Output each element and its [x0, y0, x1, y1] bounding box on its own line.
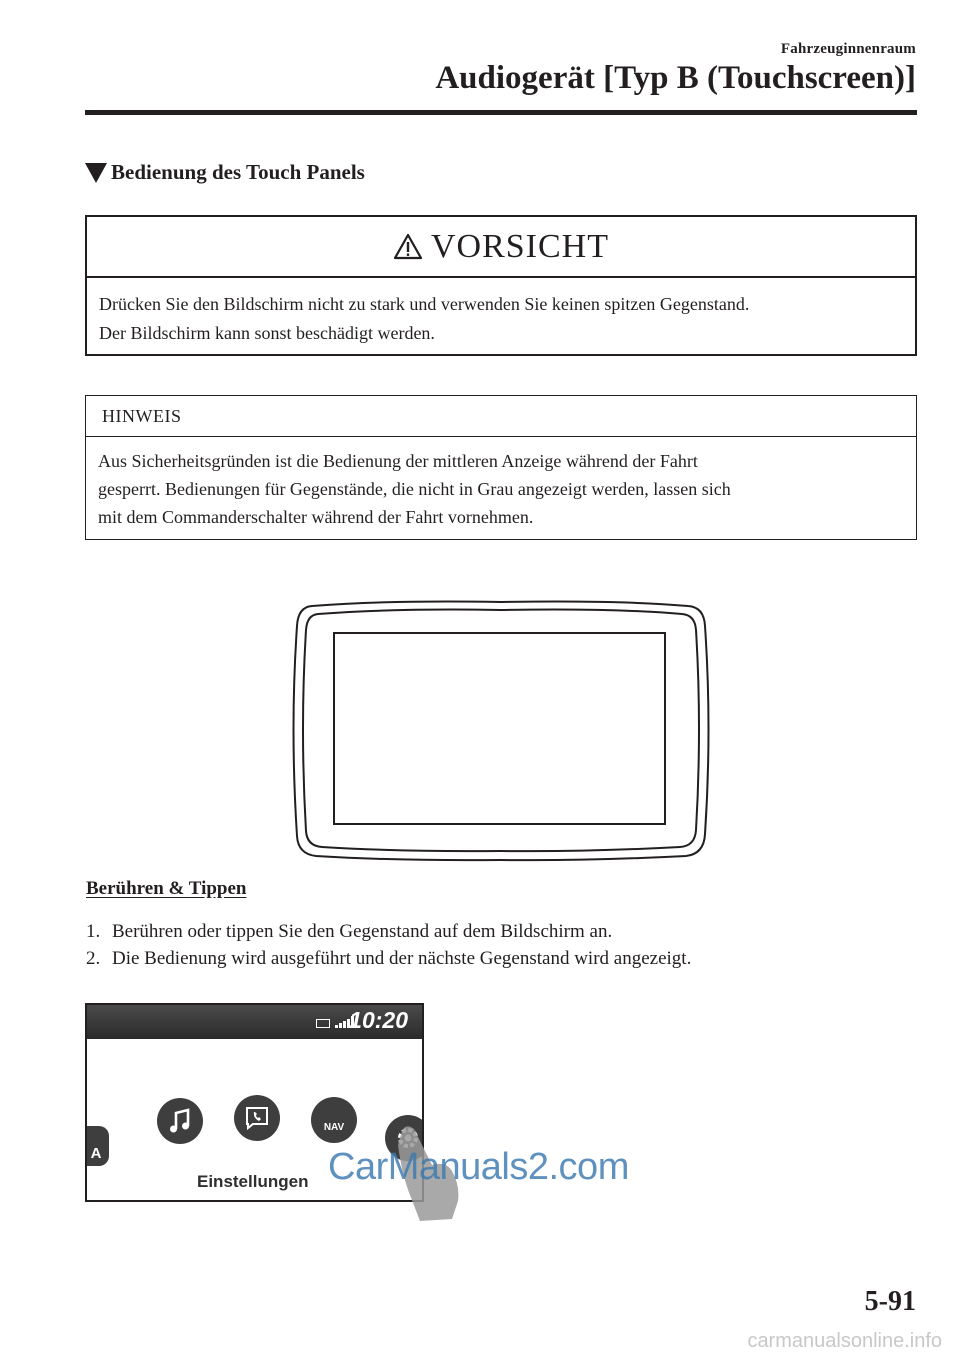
note-body: [86, 437, 916, 531]
list-item: 1. Berühren oder tippen Sie den Gegenstand auf dem Bildschirm an.: [86, 921, 613, 942]
touch-subheading: Berühren & Tippen: [86, 878, 247, 899]
caution-header: [87, 217, 915, 278]
caution-line: Drücken Sie den Bildschirm nicht zu stark und verwenden Sie keinen spitzen Gegenstand.: [99, 294, 750, 314]
display-outline-illustration: [288, 598, 714, 864]
note-line: mit dem Commanderschalter während der Fahrt vornehmen.: [98, 507, 534, 527]
note-box: [85, 395, 917, 540]
caution-line: Der Bildschirm kann sonst beschädigt werden.: [99, 323, 435, 343]
note-line: gesperrt. Bedienungen für Gegenstände, die nicht in Grau angezeigt werden, lassen sich: [98, 479, 731, 499]
section-title-text: Bedienung des Touch Panels: [111, 160, 365, 184]
page-number: 5-91: [864, 1286, 916, 1317]
warning-icon: [393, 233, 423, 260]
caution-body: [87, 278, 915, 348]
clock: 10:20: [349, 1007, 408, 1033]
caution-heading: VORSICHT: [430, 227, 610, 265]
chapter-label: Fahrzeuginnenraum: [780, 41, 916, 57]
page-title: Audiogerät [Typ B (Touchscreen)]: [435, 60, 916, 96]
applications-icon[interactable]: A: [85, 1126, 109, 1166]
steps-list: [86, 918, 691, 972]
battery-icon: [316, 1019, 330, 1028]
note-heading: HINWEIS: [86, 396, 916, 437]
triangle-bullet-icon: [85, 163, 107, 183]
note-line: Aus Sicherheitsgründen ist die Bedienung der mittleren Anzeige während der Fahrt: [98, 451, 698, 471]
watermark: CarManuals2.com: [328, 1146, 629, 1188]
selected-item-label: Einstellungen: [197, 1172, 309, 1191]
navigation-icon[interactable]: NAV: [311, 1097, 357, 1143]
caution-box: [85, 215, 917, 356]
header-divider: [85, 110, 917, 115]
status-bar: [87, 1005, 422, 1039]
phone-icon[interactable]: [234, 1095, 280, 1141]
footer-watermark: carmanualsonline.info: [747, 1330, 942, 1352]
section-title: [85, 160, 365, 185]
list-item: 2. Die Bedienung wird ausgeführt und der nächste Gegenstand wird angezeigt.: [86, 948, 692, 969]
music-icon[interactable]: [157, 1098, 203, 1144]
